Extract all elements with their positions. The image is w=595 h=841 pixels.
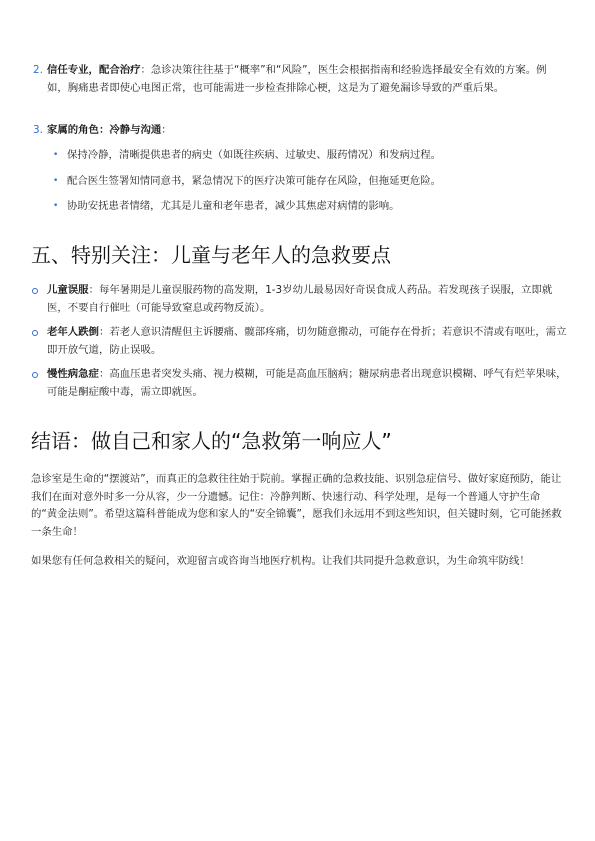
sub-list-item [53,198,567,216]
list-item [47,282,567,317]
sub-list-text: 协助安抚患者情绪，尤其是儿童和老年患者，减少其焦虑对病情的影响。 [67,200,400,212]
sub-list-item [53,147,567,165]
list-item-heading: 信任专业，配合治疗 [47,64,141,76]
list-item-heading: 老年人跌倒 [47,326,99,338]
list-item-text: ：每年暑期是儿童误服药物的高发期，1-3岁幼儿最易因好奇误食成人药品。若发现孩子误服，立即就医，不要自行催吐（可能导致窒息或药物反流）。 [47,284,553,314]
list-item-text: ：高血压患者突发头痛、视力模糊，可能是高血压脑病；糖尿病患者出现意识模糊、呼气有烂苹果味，可能是酮症酸中毒，需立即就医。 [47,368,567,398]
bullet-icon: • [53,176,59,186]
list-item [33,122,567,140]
list-item-heading: 家属的角色：冷静与沟通 [47,124,162,136]
list-item-text: ：若老人意识清醒但主诉腰痛、髋部疼痛，切勿随意搬动，可能存在骨折；若意识不清或有呕吐，需立即开放气道，防止误吸。 [47,326,567,356]
circle-bullet-icon [32,288,38,294]
paragraph: 如果您有任何急救相关的疑问，欢迎留言或咨询当地医疗机构。让我们共同提升急救意识，为生命筑牢防线！ [31,555,530,567]
bullet-icon: • [53,150,59,160]
list-number: 3. [33,124,43,136]
list-item-text: ：急诊决策往往基于“概率”和“风险”，医生会根据指南和经验选择最安全有效的方案。例如，胸痛患者即使心电图正常，也可能需进一步检查排除心梗，这是为了避免漏诊导致的严重后果。 [47,64,547,94]
sub-list-item [53,173,567,191]
circle-bullet-icon [32,330,38,336]
section-heading: 五、特别关注：儿童与老年人的急救要点 [31,243,391,267]
section-heading: 结语：做自己和家人的“急救第一响应人” [31,429,392,453]
paragraph: 急诊室是生命的“摆渡站”，而真正的急救往往始于院前。掌握正确的急救技能、识别急症信号、做好家庭预防，能让我们在面对意外时多一分从容，少一分遗憾。记住：冷静判断、快速行动、科学处理，是每一个普通人守护生命的“黄金法则”。希望这篇科普能成为您和家人的“安全锦囊”，愿我们永远用不到这些知识，但关键时刻，它可能拯救一条生命！ [31,473,562,538]
list-item-heading: 儿童误服 [47,284,89,296]
list-item [47,324,567,359]
list-item-text: ： [161,124,172,136]
list-item [33,62,567,97]
circle-bullet-icon [32,372,38,378]
list-number: 2. [33,64,43,76]
list-item-heading: 慢性病急症 [47,368,99,380]
sub-list-text: 保持冷静，清晰提供患者的病史（如既往疾病、过敏史、服药情况）和发病过程。 [67,149,442,161]
bullet-icon: • [53,201,59,211]
list-item [47,366,567,401]
sub-list-text: 配合医生签署知情同意书，紧急情况下的医疗决策可能存在风险，但拖延更危险。 [67,175,442,187]
